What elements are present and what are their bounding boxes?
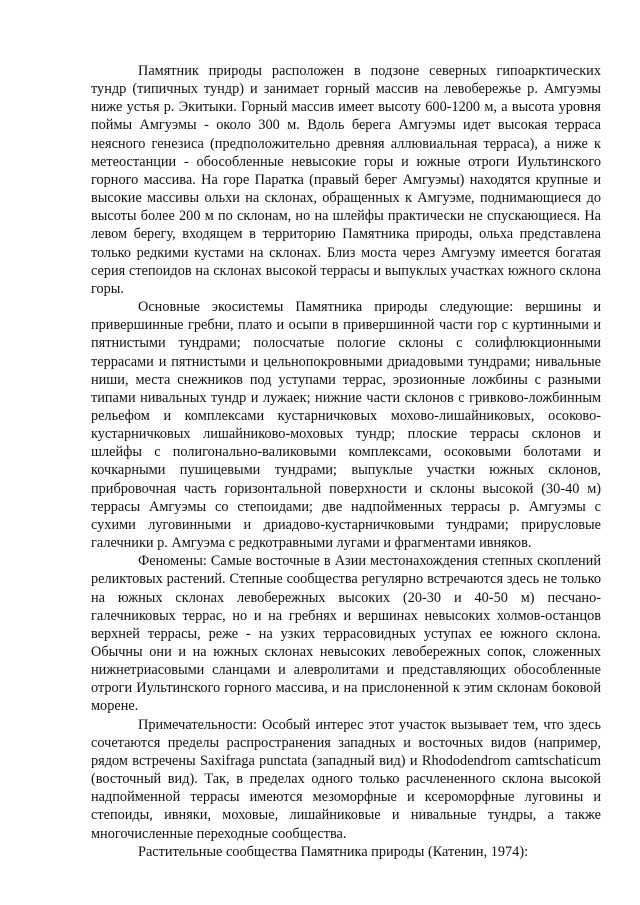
paragraph-ecosystems xyxy=(91,298,601,552)
paragraph-phenomena xyxy=(91,552,601,715)
paragraph-notable-features xyxy=(91,716,601,843)
document-page xyxy=(91,62,601,861)
paragraph-lead-phenomena: Феномены: xyxy=(138,553,207,570)
paragraph-text: Основные экосистемы Памятника природы следующие: вершины и привершинные гребни, плато и осыпи в привершинной части гор с куртинными и пятнистыми тундрами; полосчатые пологие склоны с солифлюкционными террасами и пятнистыми и цельнопокровными дриадовыми тундрами; нивальные ниши, места снежников под уступами террас, эрозионные ложбины с разными типами нивальных тундр и лужаек; нижние части склонов с гривково-ложбинным рельефом и комплексами кустарничковых мохово-лишайниковых, осоково-кустарничковых лишайниково-моховых тундр; плоские террасы склонов и шлейфы с полигонально-валиковыми комплексами, осоковыми болотами и кочкарными пушицевыми тундрами; выпуклые участки южных склонов, прибровочная часть горизонтальной поверхности и склоны высокой (30-40 м) террасы Амгуэмы со степоидами; две надпойменных террасы р. Амгуэмы с сухими луговинными и дриадово-кустарничковыми тундрами; прирусловые галечники р. Амгуэма с редкотравными лугами и фрагментами ивняков. xyxy=(91,299,601,552)
paragraph-text: Памятник природы расположен в подзоне северных гипоарктических тундр (типичных тундр) и занимает горный массив на левобережье р. Амгуэмы ниже устья р. Экитыки. Горный массив имеет высоту 600-1200 м, а высота уровня поймы Амгуэмы - около 300 м. Вдоль берега Амгуэмы идет высокая терраса неясного генезиса (предположительно древняя аллювиальная терраса), а ниже к метеостанции - обособленные невысокие горы и южные отроги Иультинского горного массива. На горе Паратка (правый берег Амгуэмы) находятся крупные и высокие массивы ольхи на склонах, обращенных к Амгуэме, поднимающиеся до высоты более 200 м по склонам, но на шлейфы практически не спускающиеся. На левом берегу, входящем в территорию Памятника природы, ольха представлена только редкими кустами на склонах. Близ моста через Амгуэму имеется богатая серия степоидов на склонах высокой террасы и выпуклых участках южного склона горы. xyxy=(91,63,601,297)
paragraph-text: Особый интерес этот участок вызывает тем, что здесь сочетаются пределы распространения западных и восточных видов (например, рядом встречены Saxifraga punctata (западный вид) и Rhododendrom camtschaticum (восточный вид). Так, в пределах одного только расчлененного склона высокой надпойменной террасы имеются мезоморфные и ксероморфные луговины и степоиды, ивняки, моховые, лишайниковые и нивальные тундры, а также многочисленные переходные сообщества. xyxy=(91,716,601,842)
paragraph-location xyxy=(91,62,601,298)
paragraph-text: Растительные сообщества Памятника природы (Катенин, 1974): xyxy=(138,843,529,860)
paragraph-plant-communities-intro xyxy=(91,843,601,861)
paragraph-text: Самые восточные в Азии местонахождения степных скоплений реликтовых растений. Степные сообщества регулярно встречаются здесь не только на южных склонах левобережных высоких (20-30 и 40-50 м) песчано-галечниковых террас, но и на гребнях и вершинах невысоких холмов-останцов верхней террасы, реже - на узких террасовидных уступах ее южного склона. Обычны они и на южных склонах невысоких левобережных сопок, сложенных нижнетриасовыми сланцами и алевролитами и представляющих обособленные отроги Иультинского горного массива, и на прислоненной к этим склонам боковой морене. xyxy=(91,553,601,715)
paragraph-lead-notable: Примечательности: xyxy=(138,716,257,733)
